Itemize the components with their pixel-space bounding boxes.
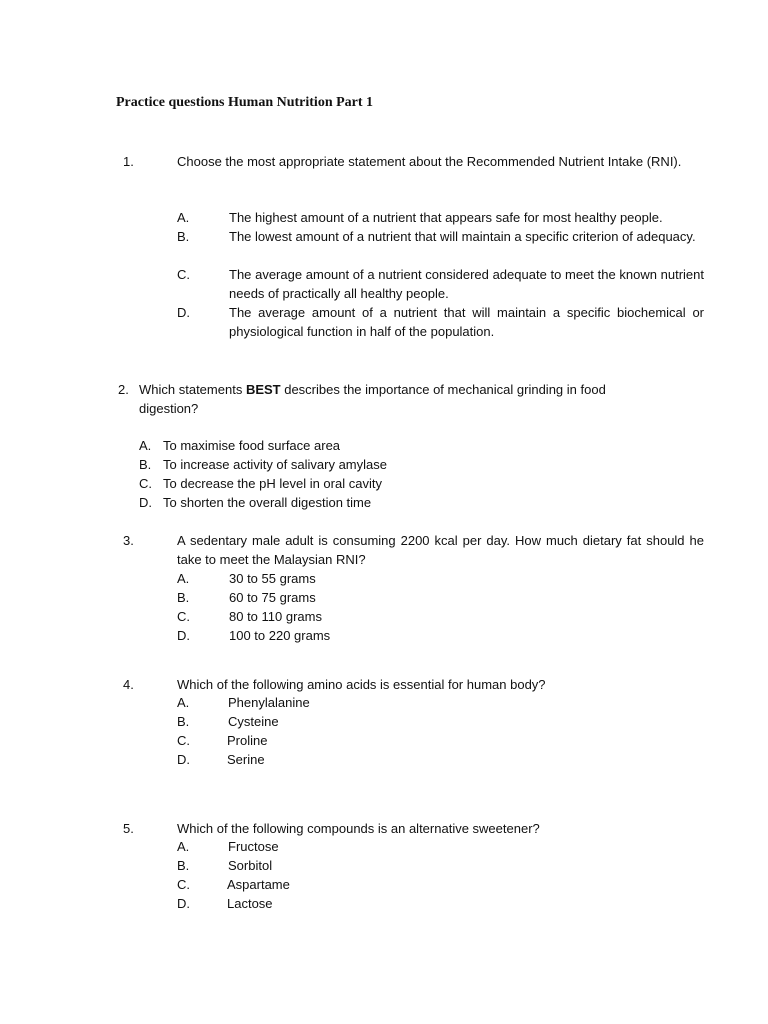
option-letter: A. — [139, 438, 152, 453]
option-text: To decrease the pH level in oral cavity — [163, 476, 382, 491]
option-row — [0, 303, 768, 341]
option-row — [0, 474, 768, 493]
option-text: Aspartame — [227, 877, 290, 892]
option-row — [0, 493, 768, 512]
option-row — [0, 712, 768, 731]
question-number: 4. — [123, 677, 134, 692]
option-letter: C. — [139, 476, 152, 491]
stem-emphasis: BEST — [245, 382, 281, 397]
option-text: 30 to 55 grams — [229, 571, 316, 586]
option-letter: B. — [177, 229, 190, 244]
question-number: 1. — [123, 154, 134, 169]
option-letter: D. — [177, 896, 190, 911]
question-stem: A sedentary male adult is consuming 2200 kcal per day. How much dietary fat should he take to meet the Malaysian RNI? — [177, 533, 704, 567]
option-letter: A. — [177, 695, 190, 710]
option-letter: C. — [177, 609, 190, 624]
option-text: 80 to 110 grams — [229, 609, 322, 624]
option-letter: B. — [177, 590, 190, 605]
option-letter: A. — [177, 571, 190, 586]
option-letter: C. — [177, 267, 190, 282]
option-row — [0, 569, 768, 588]
question-number: 3. — [123, 533, 134, 548]
option-letter: C. — [177, 733, 190, 748]
option-row — [0, 265, 768, 303]
option-row — [0, 626, 768, 645]
question-stem: Which of the following amino acids is essential for human body? — [177, 677, 546, 692]
option-text: Sorbitol — [228, 858, 273, 873]
option-text: Serine — [227, 752, 265, 767]
option-letter: D. — [177, 305, 190, 320]
option-text: To shorten the overall digestion time — [163, 495, 372, 510]
option-text: The lowest amount of a nutrient that will maintain a specific criterion of adequacy. — [229, 229, 696, 244]
option-row — [0, 750, 768, 769]
option-row — [0, 875, 768, 894]
option-text: To increase activity of salivary amylase — [163, 457, 387, 472]
option-text: The highest amount of a nutrient that appears safe for most healthy people. — [229, 210, 663, 225]
option-row — [0, 894, 768, 913]
page-title: Practice questions Human Nutrition Part 1 — [116, 95, 374, 110]
option-letter: C. — [177, 877, 190, 892]
option-text: Lactose — [227, 896, 273, 911]
option-text: To maximise food surface area — [163, 438, 341, 453]
option-row — [0, 208, 768, 227]
option-text: Proline — [227, 733, 268, 748]
option-text: 60 to 75 grams — [229, 590, 316, 605]
option-letter: D. — [139, 495, 152, 510]
option-text: 100 to 220 grams — [229, 628, 331, 643]
option-letter: A. — [177, 210, 190, 225]
option-row — [0, 436, 768, 455]
option-letter: D. — [177, 752, 190, 767]
option-text: Phenylalanine — [228, 695, 310, 710]
option-letter: B. — [177, 858, 190, 873]
option-text: Fructose — [228, 839, 279, 854]
option-text: The average amount of a nutrient that will maintain a specific biochemical or physiological function in half of the population. — [229, 305, 704, 339]
question-stem: Which of the following compounds is an alternative sweetener? — [177, 821, 540, 836]
option-row — [0, 837, 768, 856]
option-text: Cysteine — [228, 714, 279, 729]
option-row — [0, 693, 768, 712]
stem-text: Which statements — [139, 382, 246, 397]
question-stem — [139, 380, 659, 418]
option-row — [0, 856, 768, 875]
option-letter: B. — [177, 714, 190, 729]
option-row — [0, 607, 768, 626]
stem-text: describes the importance of mechanical grinding in food digestion? — [139, 382, 606, 416]
option-letter: D. — [177, 628, 190, 643]
option-row — [0, 731, 768, 750]
option-text: The average amount of a nutrient considered adequate to meet the known nutrient needs of practically all healthy people. — [229, 267, 704, 301]
question-stem: Choose the most appropriate statement about the Recommended Nutrient Intake (RNI). — [177, 154, 682, 169]
option-row — [0, 227, 768, 265]
option-row — [0, 455, 768, 474]
option-letter: B. — [139, 457, 152, 472]
question-number: 2. — [118, 382, 129, 397]
question-number: 5. — [123, 821, 134, 836]
option-letter: A. — [177, 839, 190, 854]
option-row — [0, 588, 768, 607]
